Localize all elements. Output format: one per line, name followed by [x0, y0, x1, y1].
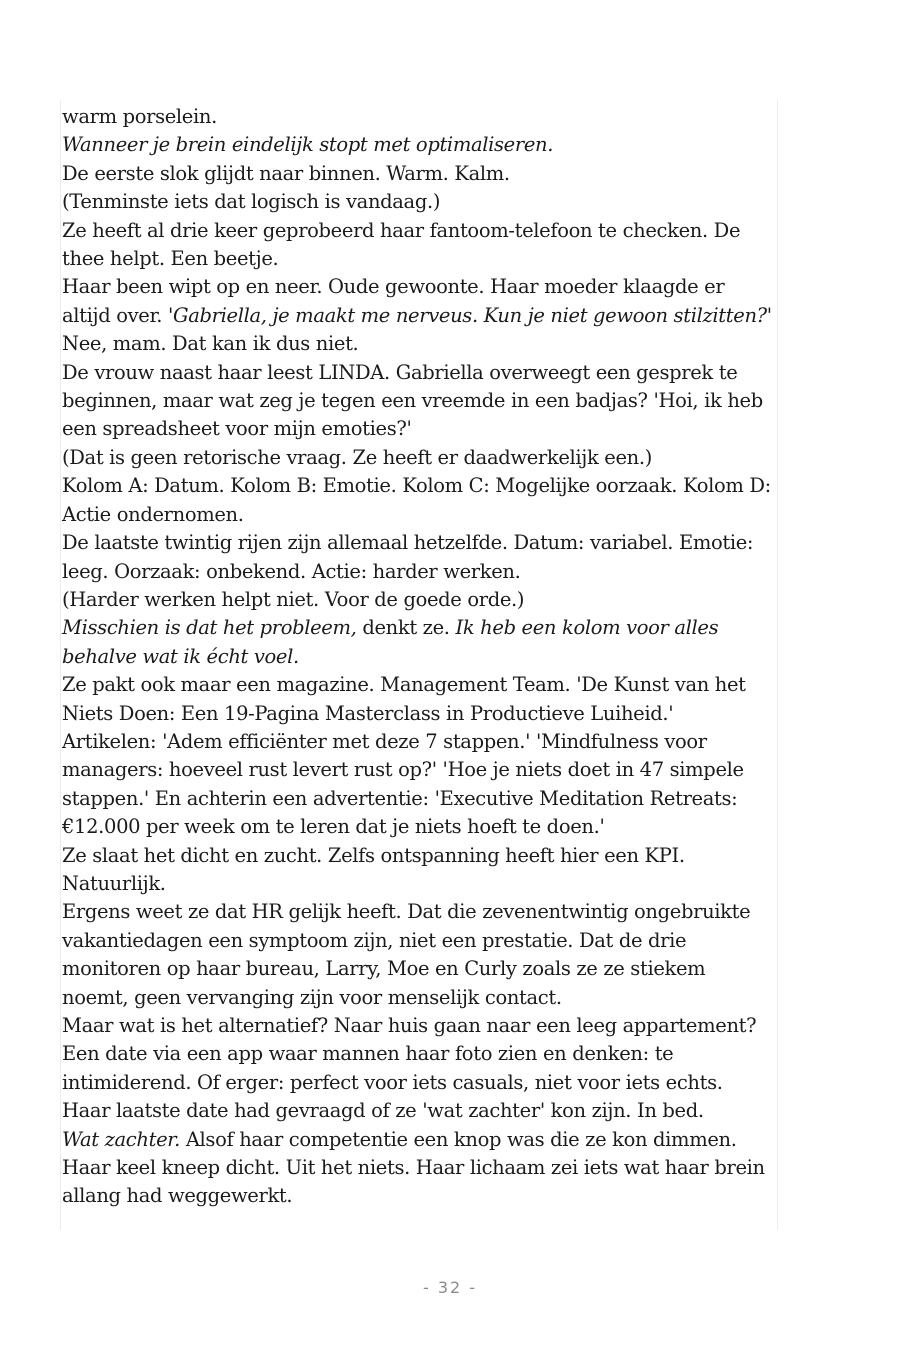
paragraph: Nee, mam. Dat kan ik dus niet.: [62, 332, 359, 356]
text-run: Haar been wipt op en neer. Oude gewoonte. Haar moeder klaagde er altijd over.: [62, 275, 725, 327]
paragraph: Haar keel kneep dicht. Uit het niets. Haar lichaam zei iets wat haar brein allang had weggewerkt.: [62, 1156, 765, 1208]
paragraph: De eerste slok glijdt naar binnen. Warm. Kalm.: [62, 161, 510, 185]
paragraph: Ze heeft al drie keer geprobeerd haar fantoom-telefoon te checken. De thee helpt. Een beetje.: [62, 218, 741, 271]
paragraph: (Harder werken helpt niet. Voor de goede orde.): [62, 587, 525, 611]
paragraph: warm porselein.: [62, 105, 217, 128]
page-number: - 32 -: [422, 1278, 478, 1297]
paragraph: Ergens weet ze dat HR gelijk heeft. Dat die zevenentwintig ongebruikte vakantiedagen een symptoom zijn, niet een prestatie. Dat de drie monitoren op haar bureau, Larry, Moe en Curly zoals ze ze stiekem noemt, geen vervanging zijn voor menselijk contact.: [62, 900, 751, 1009]
paragraph: Ze pakt ook maar een magazine. Management Team. 'De Kunst van het Niets Doen: Een 19-Pagina Masterclass in Productieve Luiheid.': [62, 673, 746, 725]
paragraph: Kolom A: Datum. Kolom B: Emotie. Kolom C: Mogelijke oorzaak. Kolom D: Actie ondernomen.: [62, 474, 771, 526]
italic-thought: Wanneer je brein eindelijk stopt met optimaliseren.: [62, 133, 554, 157]
italic-thought: Ik heb een kolom voor alles behalve wat ik écht voel.: [62, 616, 719, 668]
paragraph: [62, 273, 776, 330]
paragraph: Artikelen: 'Adem efficiënter met deze 7 stappen.' 'Mindfulness voor managers: hoeveel rust levert rust op?' 'Hoe je niets doet in 47 simpele stappen.' En achterin een advertentie: 'Executive Meditation Retreats: €12.000 per week om te leren dat je niets hoeft te doen.': [62, 729, 744, 839]
paragraph: Haar laatste date had gevraagd of ze 'wat zachter' kon zijn. In bed.: [62, 1099, 704, 1123]
page-body-text: [62, 103, 776, 1211]
text-run: denkt ze.: [362, 616, 450, 640]
paragraph: De laatste twintig rijen zijn allemaal hetzelfde. Datum: variabel. Emotie: leeg. Oorzaak: onbekend. Actie: harder werken.: [62, 531, 754, 583]
paragraph: De vrouw naast haar leest LINDA. Gabriella overweegt een gesprek te beginnen, maar wat zeg je tegen een vreemde in een badjas? 'Hoi, ik heb een spreadsheet voor mijn emoties?': [62, 360, 763, 441]
paragraph: Maar wat is het alternatief? Naar huis gaan naar een leeg appartement? Een date via een app waar mannen haar foto zien en denken: te intimiderend. Of erger: perfect voor iets casuals, niet voor iets echts.: [62, 1014, 757, 1094]
text-run: Alsof haar competentie een knop was die ze kon dimmen.: [185, 1127, 737, 1151]
italic-quote: 'Gabriella, je maakt me nerveus. Kun je niet gewoon stilzitten?': [168, 303, 772, 327]
paragraph: Ze slaat het dicht en zucht. Zelfs ontspanning heeft hier een KPI. Natuurlijk.: [62, 843, 685, 895]
paragraph: [62, 131, 776, 159]
italic-thought: Wat zachter.: [62, 1127, 180, 1151]
paragraph: (Dat is geen retorische vraag. Ze heeft er daadwerkelijk een.): [62, 445, 652, 469]
paragraph: [62, 1126, 776, 1154]
italic-thought: Misschien is dat het probleem,: [62, 616, 357, 640]
paragraph: [62, 614, 776, 671]
paragraph: (Tenminste iets dat logisch is vandaag.): [62, 190, 441, 214]
